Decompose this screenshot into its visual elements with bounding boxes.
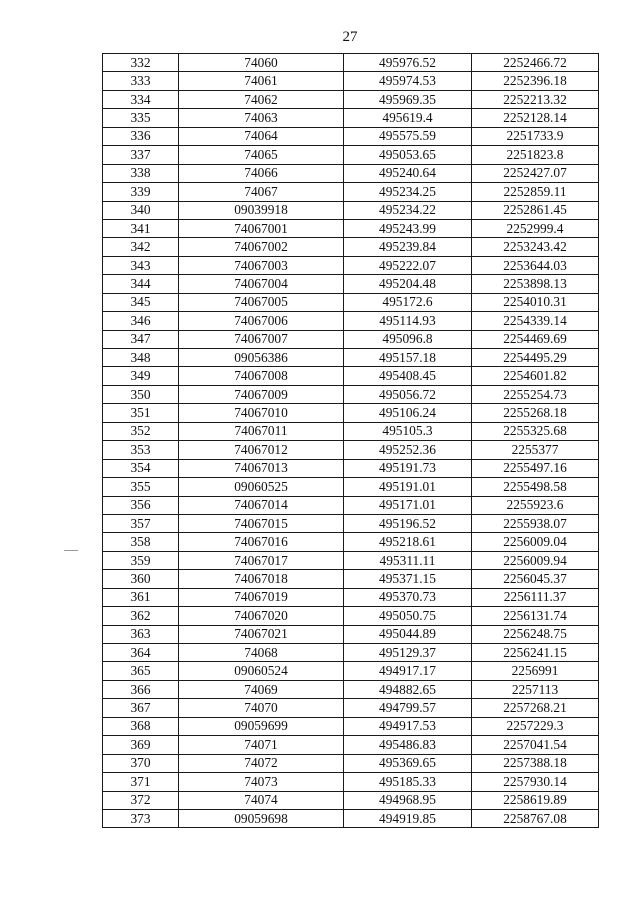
table-row bbox=[103, 367, 599, 385]
y-coordinate-cell: 2254339.14 bbox=[472, 312, 599, 330]
x-coordinate-cell: 495974.53 bbox=[344, 72, 472, 90]
x-coordinate-cell: 495157.18 bbox=[344, 349, 472, 367]
point-id-cell: 74067001 bbox=[179, 219, 344, 237]
y-coordinate-cell: 2255254.73 bbox=[472, 385, 599, 403]
x-coordinate-cell: 495218.61 bbox=[344, 533, 472, 551]
x-coordinate-cell: 495311.11 bbox=[344, 551, 472, 569]
row-number-cell: 355 bbox=[103, 478, 179, 496]
x-coordinate-cell: 495619.4 bbox=[344, 109, 472, 127]
x-coordinate-cell: 495172.6 bbox=[344, 293, 472, 311]
x-coordinate-cell: 495053.65 bbox=[344, 146, 472, 164]
point-id-cell: 74072 bbox=[179, 754, 344, 772]
row-number-cell: 336 bbox=[103, 127, 179, 145]
table-row bbox=[103, 809, 599, 827]
point-id-cell: 74067019 bbox=[179, 588, 344, 606]
point-id-cell: 74067012 bbox=[179, 441, 344, 459]
x-coordinate-cell: 494919.85 bbox=[344, 809, 472, 827]
table-row bbox=[103, 349, 599, 367]
row-number-cell: 346 bbox=[103, 312, 179, 330]
y-coordinate-cell: 2255923.6 bbox=[472, 496, 599, 514]
point-id-cell: 09039918 bbox=[179, 201, 344, 219]
row-number-cell: 341 bbox=[103, 219, 179, 237]
x-coordinate-cell: 495096.8 bbox=[344, 330, 472, 348]
row-number-cell: 366 bbox=[103, 680, 179, 698]
row-number-cell: 361 bbox=[103, 588, 179, 606]
point-id-cell: 74063 bbox=[179, 109, 344, 127]
point-id-cell: 74067002 bbox=[179, 238, 344, 256]
point-id-cell: 74067014 bbox=[179, 496, 344, 514]
x-coordinate-cell: 494882.65 bbox=[344, 680, 472, 698]
y-coordinate-cell: 2251733.9 bbox=[472, 127, 599, 145]
y-coordinate-cell: 2252999.4 bbox=[472, 219, 599, 237]
row-number-cell: 353 bbox=[103, 441, 179, 459]
row-number-cell: 373 bbox=[103, 809, 179, 827]
table-row bbox=[103, 717, 599, 735]
y-coordinate-cell: 2255377 bbox=[472, 441, 599, 459]
table-row bbox=[103, 570, 599, 588]
y-coordinate-cell: 2252427.07 bbox=[472, 164, 599, 182]
point-id-cell: 09056386 bbox=[179, 349, 344, 367]
x-coordinate-cell: 495408.45 bbox=[344, 367, 472, 385]
x-coordinate-cell: 495050.75 bbox=[344, 607, 472, 625]
coordinates-table bbox=[102, 53, 599, 828]
point-id-cell: 74065 bbox=[179, 146, 344, 164]
point-id-cell: 74061 bbox=[179, 72, 344, 90]
point-id-cell: 74068 bbox=[179, 644, 344, 662]
row-number-cell: 365 bbox=[103, 662, 179, 680]
table-row bbox=[103, 441, 599, 459]
row-number-cell: 351 bbox=[103, 404, 179, 422]
y-coordinate-cell: 2255938.07 bbox=[472, 514, 599, 532]
point-id-cell: 74074 bbox=[179, 791, 344, 809]
row-number-cell: 338 bbox=[103, 164, 179, 182]
row-number-cell: 368 bbox=[103, 717, 179, 735]
table-row bbox=[103, 736, 599, 754]
table-row bbox=[103, 385, 599, 403]
x-coordinate-cell: 495185.33 bbox=[344, 773, 472, 791]
x-coordinate-cell: 494917.53 bbox=[344, 717, 472, 735]
y-coordinate-cell: 2252128.14 bbox=[472, 109, 599, 127]
table-row bbox=[103, 791, 599, 809]
table-row bbox=[103, 773, 599, 791]
y-coordinate-cell: 2257388.18 bbox=[472, 754, 599, 772]
row-number-cell: 335 bbox=[103, 109, 179, 127]
x-coordinate-cell: 495234.22 bbox=[344, 201, 472, 219]
y-coordinate-cell: 2253898.13 bbox=[472, 275, 599, 293]
y-coordinate-cell: 2256991 bbox=[472, 662, 599, 680]
point-id-cell: 74067017 bbox=[179, 551, 344, 569]
x-coordinate-cell: 495239.84 bbox=[344, 238, 472, 256]
x-coordinate-cell: 495369.65 bbox=[344, 754, 472, 772]
row-number-cell: 340 bbox=[103, 201, 179, 219]
y-coordinate-cell: 2257930.14 bbox=[472, 773, 599, 791]
table-row bbox=[103, 422, 599, 440]
point-id-cell: 74060 bbox=[179, 54, 344, 72]
table-row bbox=[103, 109, 599, 127]
row-number-cell: 348 bbox=[103, 349, 179, 367]
point-id-cell: 74067021 bbox=[179, 625, 344, 643]
y-coordinate-cell: 2256248.75 bbox=[472, 625, 599, 643]
row-number-cell: 343 bbox=[103, 256, 179, 274]
point-id-cell: 74067013 bbox=[179, 459, 344, 477]
row-number-cell: 356 bbox=[103, 496, 179, 514]
row-number-cell: 339 bbox=[103, 183, 179, 201]
row-number-cell: 362 bbox=[103, 607, 179, 625]
y-coordinate-cell: 2255268.18 bbox=[472, 404, 599, 422]
point-id-cell: 09059699 bbox=[179, 717, 344, 735]
table-row bbox=[103, 514, 599, 532]
point-id-cell: 74067003 bbox=[179, 256, 344, 274]
x-coordinate-cell: 495105.3 bbox=[344, 422, 472, 440]
x-coordinate-cell: 495114.93 bbox=[344, 312, 472, 330]
table-row bbox=[103, 164, 599, 182]
table-row bbox=[103, 680, 599, 698]
point-id-cell: 74067008 bbox=[179, 367, 344, 385]
point-id-cell: 74067009 bbox=[179, 385, 344, 403]
table-row bbox=[103, 588, 599, 606]
y-coordinate-cell: 2254469.69 bbox=[472, 330, 599, 348]
x-coordinate-cell: 495106.24 bbox=[344, 404, 472, 422]
point-id-cell: 74062 bbox=[179, 90, 344, 108]
table-row bbox=[103, 256, 599, 274]
y-coordinate-cell: 2255497.16 bbox=[472, 459, 599, 477]
y-coordinate-cell: 2252859.11 bbox=[472, 183, 599, 201]
y-coordinate-cell: 2256009.94 bbox=[472, 551, 599, 569]
table-row bbox=[103, 662, 599, 680]
table-row bbox=[103, 644, 599, 662]
y-coordinate-cell: 2256009.04 bbox=[472, 533, 599, 551]
table-row bbox=[103, 275, 599, 293]
point-id-cell: 74067015 bbox=[179, 514, 344, 532]
scan-mark bbox=[64, 550, 78, 551]
y-coordinate-cell: 2251823.8 bbox=[472, 146, 599, 164]
point-id-cell: 74067004 bbox=[179, 275, 344, 293]
y-coordinate-cell: 2254601.82 bbox=[472, 367, 599, 385]
point-id-cell: 74071 bbox=[179, 736, 344, 754]
y-coordinate-cell: 2255498.58 bbox=[472, 478, 599, 496]
row-number-cell: 363 bbox=[103, 625, 179, 643]
table-row bbox=[103, 219, 599, 237]
x-coordinate-cell: 495252.36 bbox=[344, 441, 472, 459]
y-coordinate-cell: 2256045.37 bbox=[472, 570, 599, 588]
y-coordinate-cell: 2256131.74 bbox=[472, 607, 599, 625]
y-coordinate-cell: 2257229.3 bbox=[472, 717, 599, 735]
point-id-cell: 74067011 bbox=[179, 422, 344, 440]
row-number-cell: 347 bbox=[103, 330, 179, 348]
point-id-cell: 74064 bbox=[179, 127, 344, 145]
row-number-cell: 345 bbox=[103, 293, 179, 311]
point-id-cell: 74067016 bbox=[179, 533, 344, 551]
row-number-cell: 364 bbox=[103, 644, 179, 662]
x-coordinate-cell: 495234.25 bbox=[344, 183, 472, 201]
y-coordinate-cell: 2256241.15 bbox=[472, 644, 599, 662]
table-row bbox=[103, 127, 599, 145]
table-row bbox=[103, 607, 599, 625]
table-row bbox=[103, 625, 599, 643]
row-number-cell: 337 bbox=[103, 146, 179, 164]
x-coordinate-cell: 495171.01 bbox=[344, 496, 472, 514]
table-row bbox=[103, 533, 599, 551]
table-row bbox=[103, 312, 599, 330]
point-id-cell: 74067018 bbox=[179, 570, 344, 588]
x-coordinate-cell: 495969.35 bbox=[344, 90, 472, 108]
y-coordinate-cell: 2252466.72 bbox=[472, 54, 599, 72]
x-coordinate-cell: 495240.64 bbox=[344, 164, 472, 182]
x-coordinate-cell: 495129.37 bbox=[344, 644, 472, 662]
table-row bbox=[103, 183, 599, 201]
y-coordinate-cell: 2252396.18 bbox=[472, 72, 599, 90]
row-number-cell: 372 bbox=[103, 791, 179, 809]
x-coordinate-cell: 495222.07 bbox=[344, 256, 472, 274]
row-number-cell: 358 bbox=[103, 533, 179, 551]
x-coordinate-cell: 495486.83 bbox=[344, 736, 472, 754]
x-coordinate-cell: 494799.57 bbox=[344, 699, 472, 717]
row-number-cell: 344 bbox=[103, 275, 179, 293]
row-number-cell: 332 bbox=[103, 54, 179, 72]
x-coordinate-cell: 495191.73 bbox=[344, 459, 472, 477]
row-number-cell: 334 bbox=[103, 90, 179, 108]
row-number-cell: 369 bbox=[103, 736, 179, 754]
table-row bbox=[103, 754, 599, 772]
point-id-cell: 74067007 bbox=[179, 330, 344, 348]
row-number-cell: 360 bbox=[103, 570, 179, 588]
table-row bbox=[103, 238, 599, 256]
page-number: 27 bbox=[342, 29, 358, 45]
x-coordinate-cell: 495976.52 bbox=[344, 54, 472, 72]
y-coordinate-cell: 2254495.29 bbox=[472, 349, 599, 367]
table-row bbox=[103, 496, 599, 514]
table-row bbox=[103, 699, 599, 717]
row-number-cell: 367 bbox=[103, 699, 179, 717]
x-coordinate-cell: 495575.59 bbox=[344, 127, 472, 145]
table-row bbox=[103, 459, 599, 477]
row-number-cell: 357 bbox=[103, 514, 179, 532]
x-coordinate-cell: 494968.95 bbox=[344, 791, 472, 809]
y-coordinate-cell: 2257041.54 bbox=[472, 736, 599, 754]
x-coordinate-cell: 495191.01 bbox=[344, 478, 472, 496]
point-id-cell: 74067010 bbox=[179, 404, 344, 422]
table-row bbox=[103, 54, 599, 72]
table-row bbox=[103, 330, 599, 348]
point-id-cell: 74067005 bbox=[179, 293, 344, 311]
x-coordinate-cell: 495370.73 bbox=[344, 588, 472, 606]
y-coordinate-cell: 2257113 bbox=[472, 680, 599, 698]
x-coordinate-cell: 495204.48 bbox=[344, 275, 472, 293]
row-number-cell: 352 bbox=[103, 422, 179, 440]
y-coordinate-cell: 2255325.68 bbox=[472, 422, 599, 440]
table-row bbox=[103, 201, 599, 219]
row-number-cell: 371 bbox=[103, 773, 179, 791]
x-coordinate-cell: 495243.99 bbox=[344, 219, 472, 237]
row-number-cell: 333 bbox=[103, 72, 179, 90]
table-row bbox=[103, 404, 599, 422]
point-id-cell: 74069 bbox=[179, 680, 344, 698]
y-coordinate-cell: 2258767.08 bbox=[472, 809, 599, 827]
x-coordinate-cell: 495371.15 bbox=[344, 570, 472, 588]
table-row bbox=[103, 478, 599, 496]
y-coordinate-cell: 2252213.32 bbox=[472, 90, 599, 108]
point-id-cell: 74067006 bbox=[179, 312, 344, 330]
point-id-cell: 74067020 bbox=[179, 607, 344, 625]
y-coordinate-cell: 2252861.45 bbox=[472, 201, 599, 219]
x-coordinate-cell: 494917.17 bbox=[344, 662, 472, 680]
row-number-cell: 354 bbox=[103, 459, 179, 477]
table-row bbox=[103, 72, 599, 90]
row-number-cell: 342 bbox=[103, 238, 179, 256]
y-coordinate-cell: 2257268.21 bbox=[472, 699, 599, 717]
y-coordinate-cell: 2253243.42 bbox=[472, 238, 599, 256]
y-coordinate-cell: 2253644.03 bbox=[472, 256, 599, 274]
y-coordinate-cell: 2258619.89 bbox=[472, 791, 599, 809]
row-number-cell: 370 bbox=[103, 754, 179, 772]
row-number-cell: 350 bbox=[103, 385, 179, 403]
point-id-cell: 74073 bbox=[179, 773, 344, 791]
table-row bbox=[103, 293, 599, 311]
table-row bbox=[103, 90, 599, 108]
table-row bbox=[103, 146, 599, 164]
x-coordinate-cell: 495044.89 bbox=[344, 625, 472, 643]
row-number-cell: 359 bbox=[103, 551, 179, 569]
point-id-cell: 74067 bbox=[179, 183, 344, 201]
x-coordinate-cell: 495196.52 bbox=[344, 514, 472, 532]
point-id-cell: 09059698 bbox=[179, 809, 344, 827]
point-id-cell: 74070 bbox=[179, 699, 344, 717]
y-coordinate-cell: 2256111.37 bbox=[472, 588, 599, 606]
table-row bbox=[103, 551, 599, 569]
point-id-cell: 09060524 bbox=[179, 662, 344, 680]
point-id-cell: 09060525 bbox=[179, 478, 344, 496]
x-coordinate-cell: 495056.72 bbox=[344, 385, 472, 403]
coordinates-table-body bbox=[103, 54, 599, 828]
y-coordinate-cell: 2254010.31 bbox=[472, 293, 599, 311]
row-number-cell: 349 bbox=[103, 367, 179, 385]
point-id-cell: 74066 bbox=[179, 164, 344, 182]
